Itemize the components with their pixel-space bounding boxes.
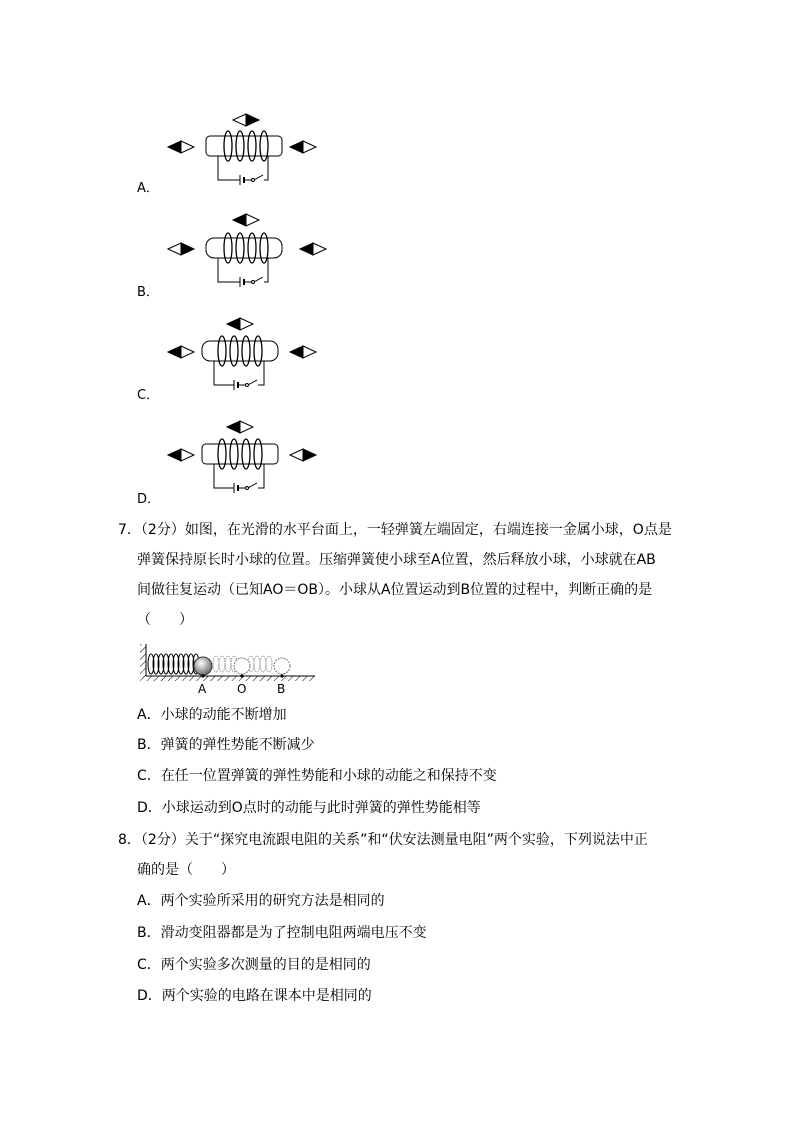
q8-option-b[interactable]: B．滑动变阻器都是为了控制电阻两端电压不变 — [137, 925, 427, 941]
q7-stem-line-4: （ ） — [137, 612, 193, 628]
solenoid-figure-c — [160, 315, 330, 395]
figure-label-o: O — [237, 682, 247, 696]
q7-stem-line-3: 间做往复运动（已知AO＝OB）。小球从A位置运动到B位置的过程中，判断正确的是 — [137, 582, 653, 598]
q8-option-d[interactable]: D．两个实验的电路在课本中是相同的 — [137, 988, 372, 1004]
q8-stem-line-1: 8．（2分）关于“探究电流跟电阻的关系”和“伏安法测量电阻”两个实验，下列说法中正 — [118, 832, 648, 848]
q7-stem-line-2: 弹簧保持原长时小球的位置。压缩弹簧使小球至A位置，然后释放小球，小球就在AB — [137, 552, 656, 568]
q6-option-b[interactable]: B． — [137, 285, 159, 300]
solenoid-figure-d — [160, 418, 330, 498]
q6-option-c[interactable]: C． — [137, 388, 160, 403]
q7-option-c[interactable]: C．在任一位置弹簧的弹性势能和小球的动能之和保持不变 — [137, 768, 497, 784]
solenoid-figure-a — [160, 110, 330, 190]
spring-ball-figure — [140, 638, 320, 698]
solenoid-figure-b — [160, 212, 330, 292]
q6-option-d[interactable]: D． — [137, 492, 161, 507]
q8-stem-line-2: 确的是（ ） — [137, 862, 235, 878]
q7-option-d[interactable]: D．小球运动到O点时的动能与此时弹簧的弹性势能相等 — [137, 800, 481, 816]
q7-stem-line-1: 7．（2分）如图，在光滑的水平台面上，一轻弹簧左端固定，右端连接一金属小球，O点是 — [118, 522, 672, 538]
figure-label-a: A — [198, 682, 207, 696]
q8-option-a[interactable]: A．两个实验所采用的研究方法是相同的 — [137, 893, 385, 909]
q8-option-c[interactable]: C．两个实验多次测量的目的是相同的 — [137, 957, 371, 973]
q7-option-b[interactable]: B．弹簧的弹性势能不断减少 — [137, 737, 315, 753]
figure-label-b: B — [277, 682, 286, 696]
q7-option-a[interactable]: A．小球的动能不断增加 — [137, 707, 287, 723]
q6-option-a[interactable]: A． — [137, 181, 159, 196]
